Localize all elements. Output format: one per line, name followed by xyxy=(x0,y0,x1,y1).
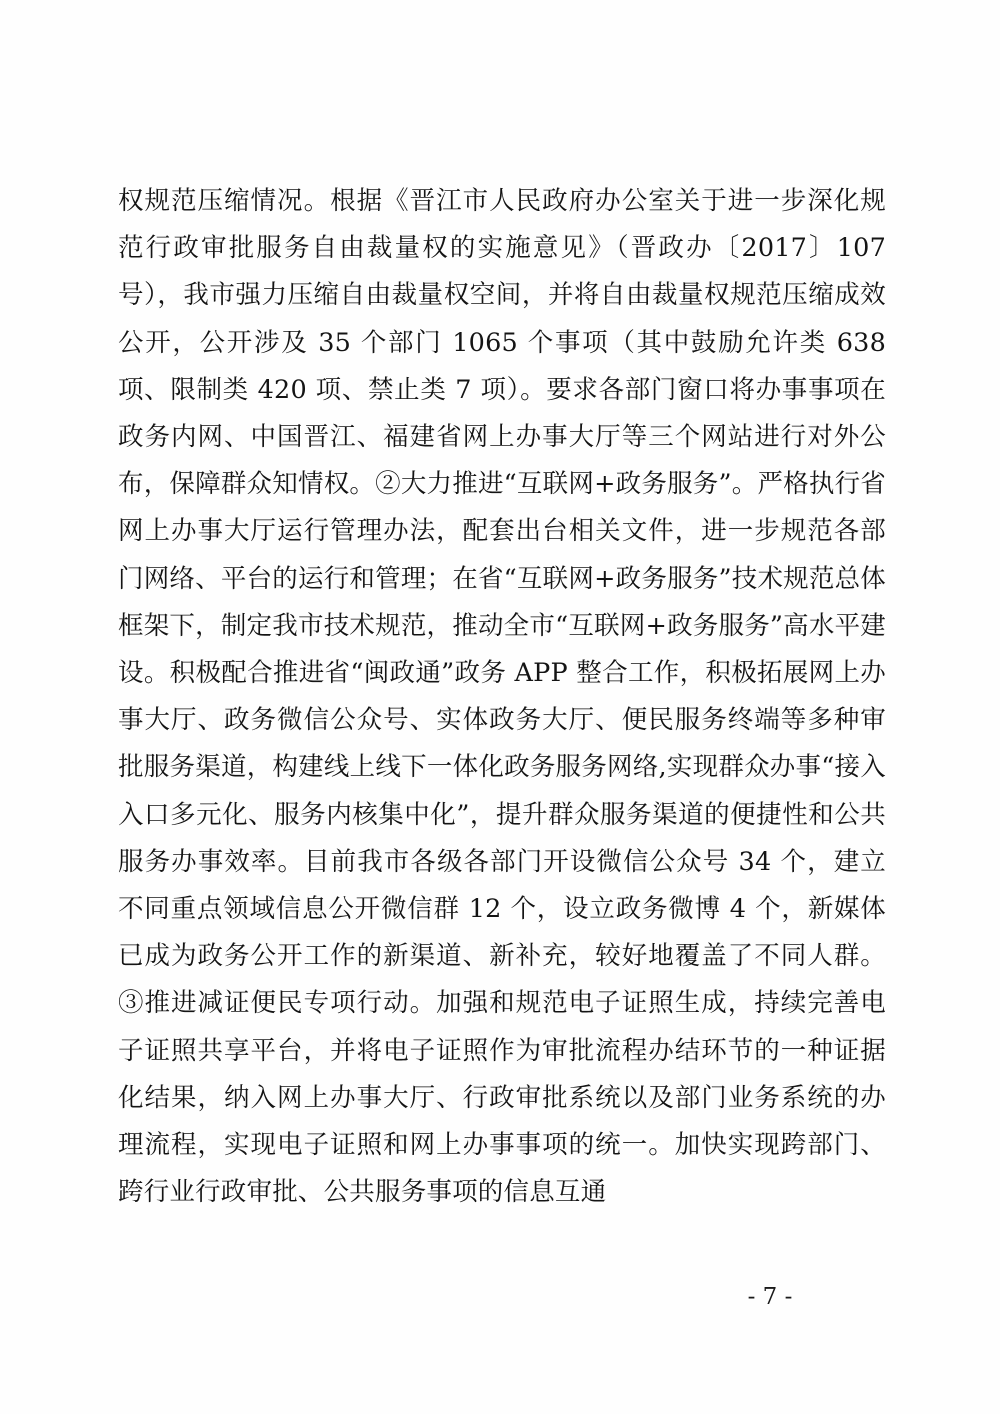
page-number: - 7 - xyxy=(747,1284,793,1310)
document-body-text xyxy=(118,178,895,1216)
body-paragraph: 权规范压缩情况。根据《晋江市人民政府办公室关于进一步深化规范行政审批服务自由裁量权的实施意见》（晋政办〔2017〕107 号），我市强力压缩自由裁量权空间，并将自由裁量权规范压缩成效公开，公开涉及 35 个部门 1065 个事项（其中鼓励允许类 638 项、限制类 420 项、禁止类 7 项）。要求各部门窗口将办事事项在政务内网、中国晋江、福建省网上办事大厅等三个网站进行对外公布，保障群众知情权。②大力推进“互联网+政务服务”。严格执行省网上办事大厅运行管理办法，配套出台相关文件，进一步规范各部门网络、平台的运行和管理；在省“互联网+政务服务”技术规范总体框架下，制定我市技术规范，推动全市“互联网+政务服务”高水平建设。积极配合推进省“闽政通”政务 APP 整合工作，积极拓展网上办事大厅、政务微信公众号、实体政务大厅、便民服务终端等多种审批服务渠道，构建线上线下一体化政务服务网络,实现群众办事“接入入口多元化、服务内核集中化”，提升群众服务渠道的便捷性和公共服务办事效率。目前我市各级各部门开设微信公众号 34 个，建立不同重点领域信息公开微信群 12 个，设立政务微博 4 个，新媒体已成为政务公开工作的新渠道、新补充，较好地覆盖了不同人群。③推进减证便民专项行动。加强和规范电子证照生成，持续完善电子证照共享平台，并将电子证照作为审批流程办结环节的一种证据化结果，纳入网上办事大厅、行政审批系统以及部门业务系统的办理流程，实现电子证照和网上办事事项的统一。加快实现跨部门、跨行业行政审批、公共服务事项的信息互通 xyxy=(118,186,895,1208)
